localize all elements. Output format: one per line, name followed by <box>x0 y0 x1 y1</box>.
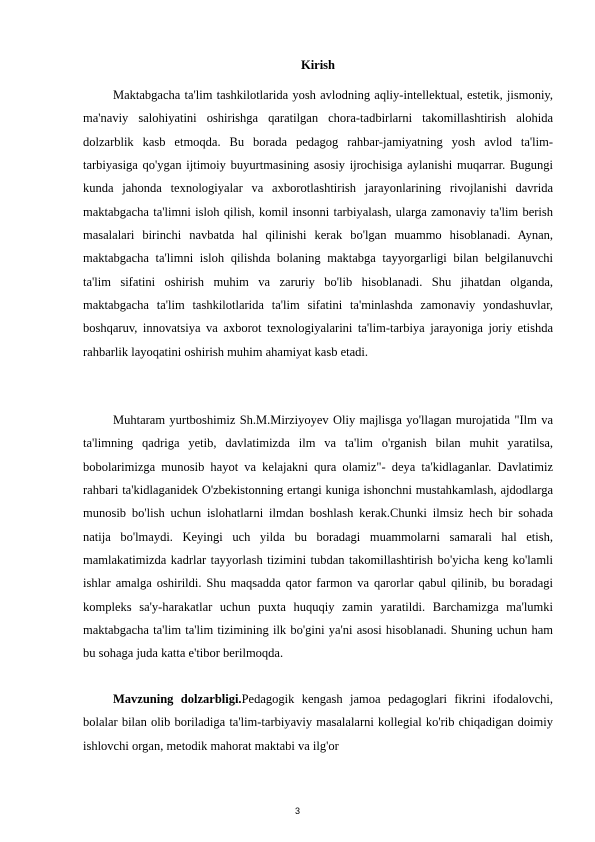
relevance-lead: Mavzuning dolzarbligi. <box>113 692 242 706</box>
paragraph-relevance <box>83 688 553 758</box>
page-number: 3 <box>294 806 300 816</box>
paragraph-intro: Maktabgacha ta'lim tashkilotlarida yosh avlodning aqliy-intellektual, estetik, jismoniy, ma'naviy salohiyatini oshirishga qaratilgan chora-tadbirlarni takomillashtirish alohida dolzarblik kasb etmoqda. Bu borada pedagog rahbar-jamiyatning yosh avlod ta'lim-tarbiyasiga qo'ygan ijtimoiy buyurtmasining asosiy ijrochisiga aylanishi muqarrar. Bugungi kunda jahonda texnologiyalar va axborotlashtirish jarayonlarining rivojlanishi davrida maktabgacha ta'limni isloh qilish, komil insonni tarbiyalash, ularga zamonaviy ta'lim berish masalalari birinchi navbatda hal qilinishi kerak bo'lgan muammo hisoblanadi. Aynan, maktabgacha ta'limni isloh qilishda bolaning maktabga tayyorgarligi bilan belgilanuvchi ta'lim sifatini oshirish muhim va zaruriy bo'lib hisoblanadi. Shu jihatdan olganda, maktabgacha ta'lim tashkilotlarida ta'lim sifatini ta'minlashda zamonaviy yondashuvlar, boshqaruv, innovatsiya va axborot texnologiyalarini ta'lim-tarbiya jarayoniga joriy etishda rahbarlik layoqatini oshirish muhim ahamiyat kasb etadi. <box>83 88 553 359</box>
section-heading: Kirish <box>300 58 336 72</box>
relevance-text: Pedagogik kengash jamoa pedagoglari fikrini ifodalovchi, bolalar bilan olib boriladiga ta'lim-tarbiyaviy masalalarni kollegial ko'rib chiqadigan doimiy ishlovchi organ, metodik mahorat maktabi va ilg'or <box>83 692 553 753</box>
paragraph-president-quote: Muhtaram yurtboshimiz Sh.M.Mirziyoyev Oliy majlisga yo'llagan murojatida "Ilm va ta'limning qadriga yetib, davlatimizda ilm va ta'lim o'rganish bilan muhit yaratilsa, bobolarimizga munosib hayot va kelajakni qura olamiz"- deya ta'kidlaganlar. Davlatimiz rahbari ta'kidlaganidek O'zbekistonning ertangi kuniga ishonchni mustahkamlash, ajdodlarga munosib bo'lish uchun islohatlarni ilmdan boshlash kerak.Chunki ilmsiz hech bir sohada natija bo'lmaydi. Keyingi uch yilda bu boradagi muammolarni samarali hal etish, mamlakatimizda kadrlar tayyorlash tizimini tubdan takomillashtirish bo'yicha keng ko'lamli ishlar amalga oshirildi. Shu maqsadda qator farmon va qarorlar qabul qilinib, bu boradagi kompleks sa'y-harakatlar uchun puxta huquqiy zamin yaratildi. Barchamizga ma'lumki maktabgacha ta'lim ta'lim tizimining ilk bo'gini ya'ni asosi hisoblanadi. Shuning uchun ham bu sohaga juda katta e'tibor berilmoqda. <box>83 413 553 661</box>
